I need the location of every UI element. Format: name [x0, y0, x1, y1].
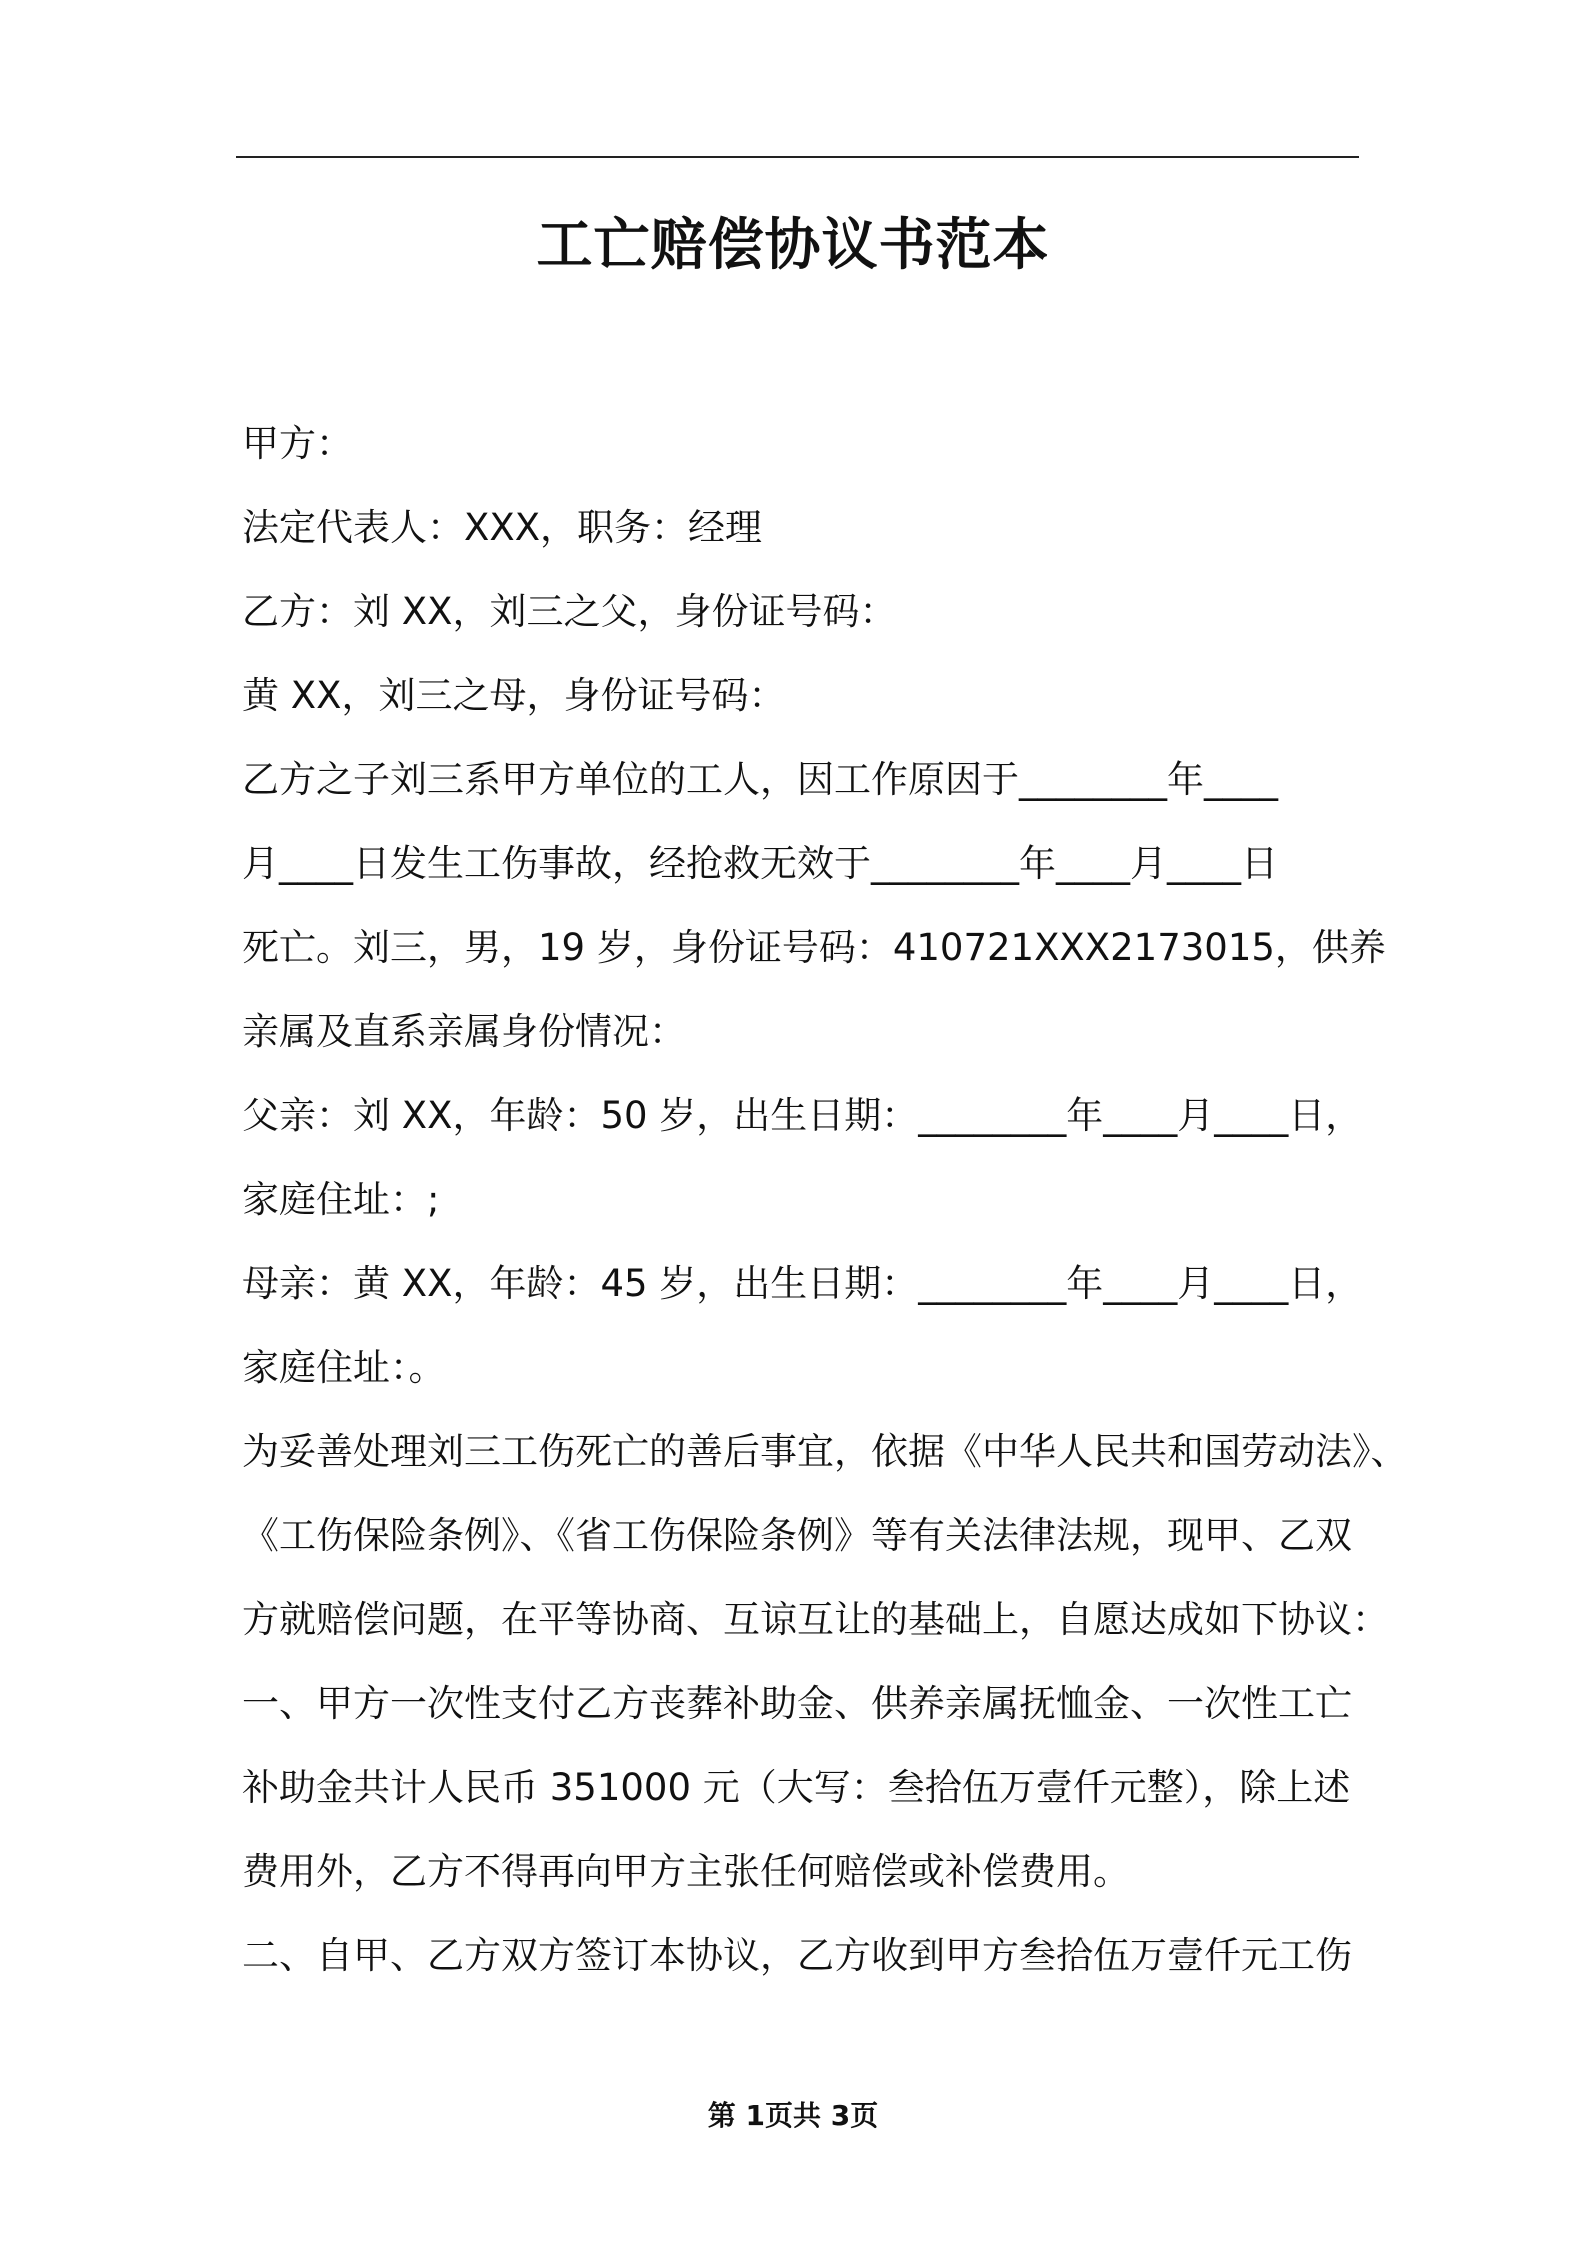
paragraph-line: 黄 XX，刘三之母，身份证号码： [242, 674, 786, 717]
paragraph-line: 费用外，乙方不得再向甲方主张任何赔偿或补偿费用。 [242, 1850, 1130, 1893]
paragraph-line: 二、自甲、乙方双方签订本协议，乙方收到甲方叁拾伍万壹仟元工伤 [242, 1934, 1352, 1977]
document-title: 工亡赔偿协议书范本 [536, 213, 1050, 278]
paragraph-line: 死亡。刘三，男，19 岁，身份证号码：410721XXX2173015，供养 [242, 926, 1386, 969]
paragraph-line: 母亲：黄 XX，年龄：45 岁，出生日期：________年____月____日， [242, 1262, 1363, 1305]
paragraph-line: 为妥善处理刘三工伤死亡的善后事宜，依据《中华人民共和国劳动法》、 [242, 1430, 1408, 1473]
paragraph-line: 乙方：刘 XX，刘三之父，身份证号码： [242, 590, 897, 633]
paragraph-line: 补助金共计人民币 351000 元（大写：叁拾伍万壹仟元整），除上述 [242, 1766, 1351, 1809]
page-number: 第 1页共 3页 [707, 2099, 879, 2132]
paragraph-line: 一、甲方一次性支付乙方丧葬补助金、供养亲属抚恤金、一次性工亡 [242, 1682, 1352, 1725]
paragraph-line: 乙方之子刘三系甲方单位的工人，因工作原因于________年____ [242, 758, 1278, 801]
paragraph-line: 方就赔偿问题，在平等协商、互谅互让的基础上，自愿达成如下协议： [242, 1598, 1389, 1641]
paragraph-line: 家庭住址：。 [242, 1346, 446, 1389]
paragraph-line: 亲属及直系亲属身份情况： [242, 1010, 686, 1053]
paragraph-line: 家庭住址：; [242, 1178, 440, 1221]
paragraph-line: 父亲：刘 XX，年龄：50 岁，出生日期：________年____月____日， [242, 1094, 1363, 1137]
header-divider [236, 156, 1359, 158]
document-body [242, 402, 1408, 1998]
paragraph-line: 月____日发生工伤事故，经抢救无效于________年____月____日 [242, 842, 1278, 885]
paragraph-line: 法定代表人：XXX，职务：经理 [242, 506, 763, 549]
paragraph-line: 《工伤保险条例》、《省工伤保险条例》等有关法律法规，现甲、乙双 [242, 1514, 1352, 1557]
paragraph-line: 甲方： [242, 422, 353, 465]
